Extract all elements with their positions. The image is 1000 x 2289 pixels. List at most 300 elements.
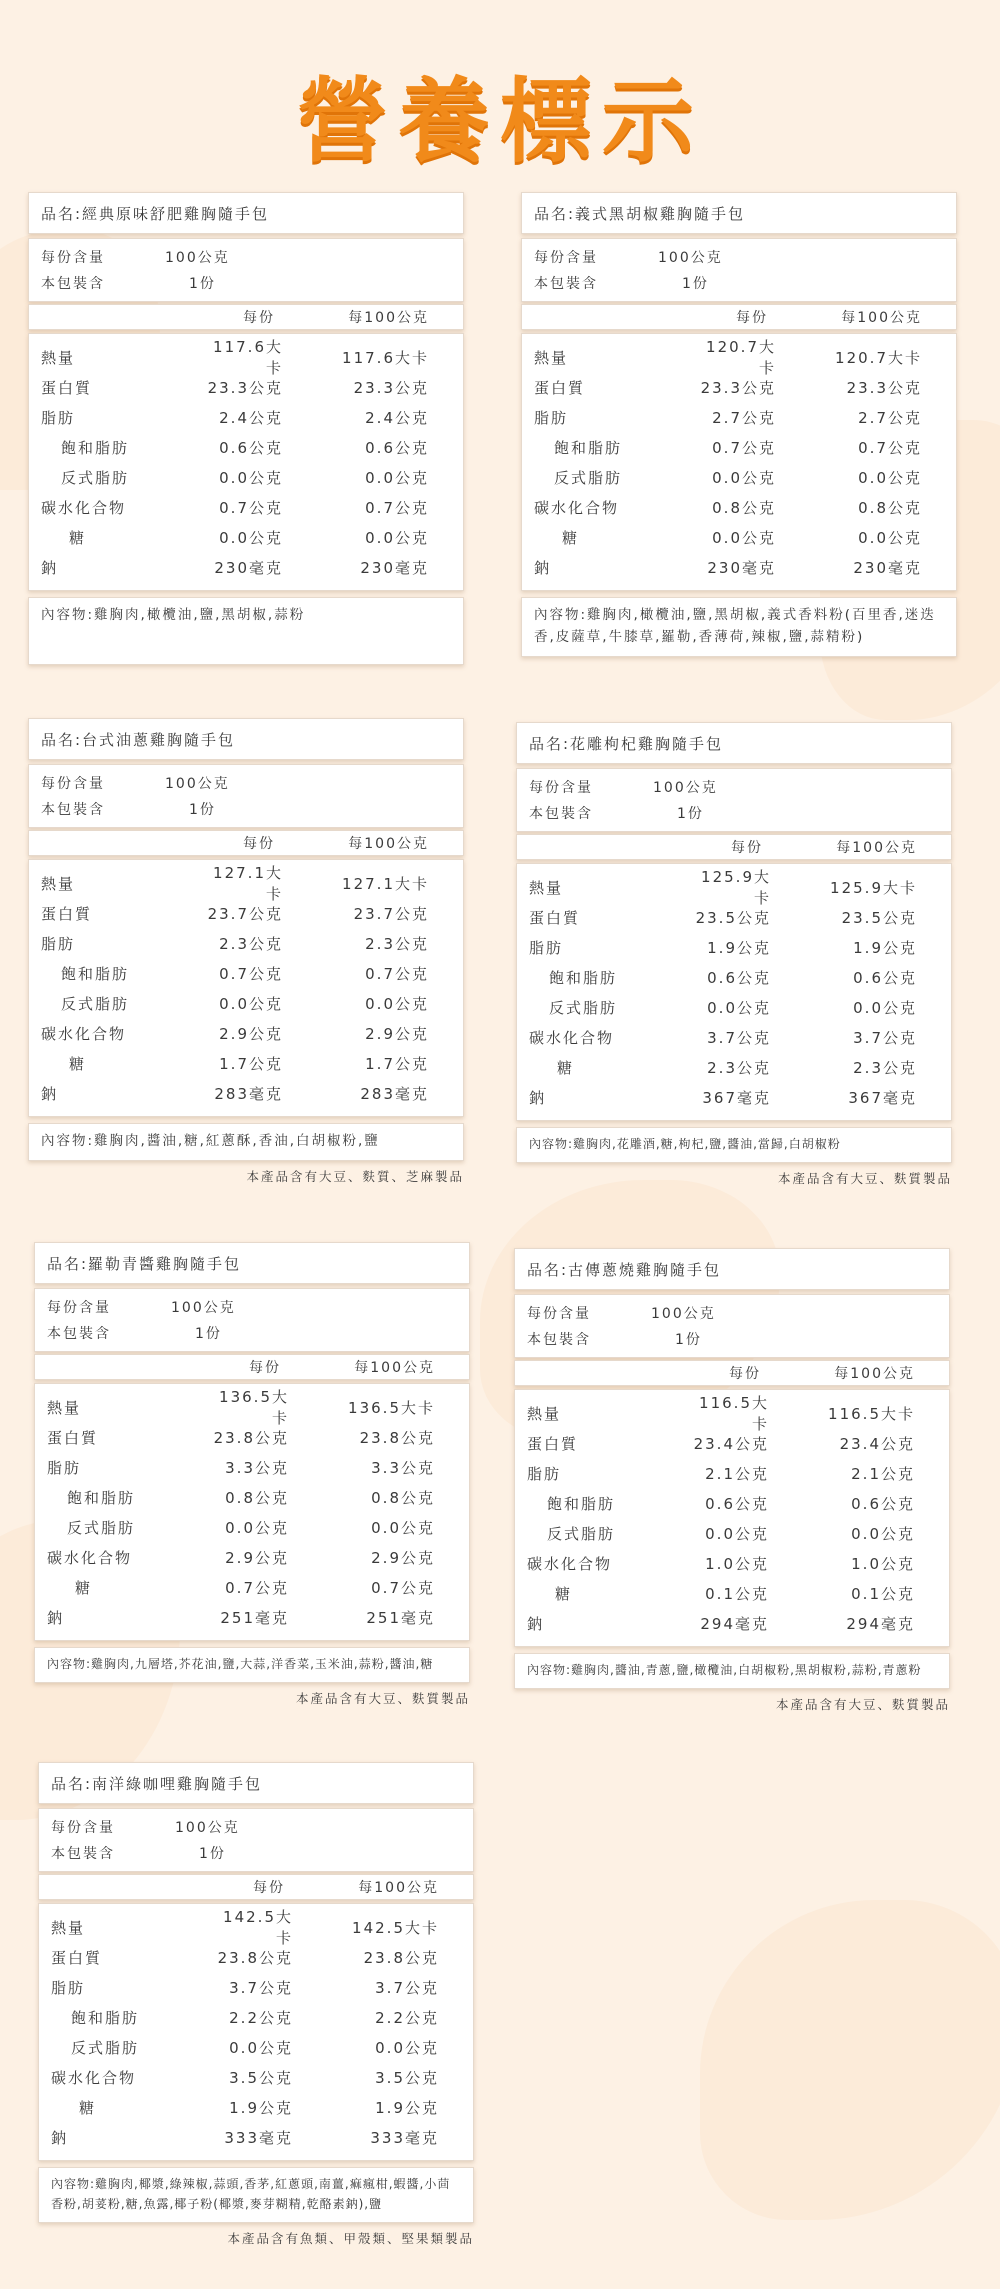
nutrient-name: 鈉 <box>41 558 59 577</box>
nutrient-row-carbs <box>29 1018 463 1048</box>
nutrient-per-serving: 127.1大卡 <box>213 864 283 903</box>
serving-size-label: 每份含量 <box>47 1300 111 1316</box>
per-100g-header: 每100公克 <box>841 310 922 326</box>
nutrient-per-serving: 294毫克 <box>700 1614 769 1633</box>
nutrient-per-serving: 2.3公克 <box>219 934 283 953</box>
nutrient-per-100g: 0.8公克 <box>858 498 922 517</box>
nutrient-name: 反式脂肪 <box>61 994 130 1013</box>
nutrient-per-100g: 0.0公克 <box>858 528 922 547</box>
per-serving-header: 每份 <box>731 840 763 856</box>
serving-size-row <box>47 1294 457 1320</box>
nutrient-per-100g: 2.4公克 <box>365 408 429 427</box>
nutrient-name: 糖 <box>562 528 580 547</box>
nutrient-name: 蛋白質 <box>41 904 93 923</box>
nutrient-name: 蛋白質 <box>527 1434 579 1453</box>
nutrient-per-100g: 1.7公克 <box>365 1054 429 1073</box>
nutrient-name: 熱量 <box>51 1918 86 1937</box>
nutrient-per-100g: 2.9公克 <box>365 1024 429 1043</box>
servings-value: 1份 <box>199 1846 226 1862</box>
allergen-note: 本產品含有大豆、麩質、芝麻製品 <box>246 1169 464 1184</box>
nutrient-row-sat-fat <box>515 1488 949 1518</box>
nutrient-per-serving: 0.6公克 <box>707 968 771 987</box>
nutrient-name: 反式脂肪 <box>549 998 618 1017</box>
nutrient-per-serving: 0.0公克 <box>219 528 283 547</box>
serving-size-label: 每份含量 <box>529 780 593 796</box>
nutrient-row-sodium <box>517 1082 951 1112</box>
nutrient-name: 碳水化合物 <box>529 1028 615 1047</box>
servings-row <box>534 270 944 296</box>
serving-size-value: 100公克 <box>653 780 718 796</box>
nutrient-per-100g: 0.1公克 <box>851 1584 915 1603</box>
nutrient-row-protein <box>29 372 463 402</box>
nutrient-per-100g: 0.6公克 <box>851 1494 915 1513</box>
nutrient-per-100g: 1.9公克 <box>853 938 917 957</box>
nutrient-table <box>521 333 957 591</box>
nutrient-name: 脂肪 <box>529 938 564 957</box>
nutrient-row-calories <box>39 1908 473 1947</box>
per-100g-header: 每100公克 <box>358 1880 439 1896</box>
nutrient-row-sugar <box>35 1572 469 1602</box>
nutrient-row-protein <box>35 1422 469 1452</box>
nutrient-row-fat <box>29 402 463 432</box>
nutrient-row-sodium <box>35 1602 469 1632</box>
nutrient-name: 飽和脂肪 <box>61 964 130 983</box>
nutrient-name: 糖 <box>69 1054 87 1073</box>
nutrient-row-sugar <box>29 1048 463 1078</box>
servings-value: 1份 <box>189 802 216 818</box>
nutrient-per-100g: 251毫克 <box>366 1608 435 1627</box>
nutrient-name: 鈉 <box>529 1088 547 1107</box>
column-header <box>28 304 464 330</box>
nutrient-name: 蛋白質 <box>47 1428 99 1447</box>
nutrient-row-carbs <box>29 492 463 522</box>
nutrient-per-serving: 136.5大卡 <box>219 1388 289 1427</box>
nutrient-name: 碳水化合物 <box>527 1554 613 1573</box>
nutrient-name: 碳水化合物 <box>534 498 620 517</box>
nutrient-name: 鈉 <box>41 1084 59 1103</box>
serving-size-row <box>529 774 939 800</box>
nutrient-per-serving: 333毫克 <box>224 2128 293 2147</box>
nutrient-name: 碳水化合物 <box>51 2068 137 2087</box>
nutrient-row-carbs <box>522 492 956 522</box>
nutrient-row-sat-fat <box>522 432 956 462</box>
allergen-note: 本產品含有魚類、甲殼類、堅果類製品 <box>227 2231 474 2246</box>
nutrient-row-calories <box>517 868 951 907</box>
nutrient-name: 脂肪 <box>41 408 76 427</box>
servings-row <box>41 270 451 296</box>
nutrient-name: 脂肪 <box>41 934 76 953</box>
nutrient-per-100g: 0.0公克 <box>365 468 429 487</box>
ingredients-box <box>34 1647 470 1683</box>
nutrient-table <box>28 333 464 591</box>
nutrient-per-100g: 0.0公克 <box>365 528 429 547</box>
nutrient-per-serving: 0.8公克 <box>225 1488 289 1507</box>
serving-info <box>38 1808 474 1872</box>
nutrient-row-fat <box>39 1972 473 2002</box>
nutrient-row-calories <box>35 1388 469 1427</box>
nutrient-row-sodium <box>522 552 956 582</box>
nutrient-row-sugar <box>517 1052 951 1082</box>
nutrient-name: 糖 <box>555 1584 573 1603</box>
nutrient-name: 鈉 <box>527 1614 545 1633</box>
nutrient-per-serving: 0.0公克 <box>219 468 283 487</box>
nutrient-per-serving: 23.5公克 <box>695 908 771 927</box>
nutrition-card-scallion-braised <box>514 1248 950 1713</box>
nutrient-per-serving: 125.9大卡 <box>701 868 771 907</box>
serving-size-label: 每份含量 <box>534 250 598 266</box>
nutrient-name: 熱量 <box>529 878 564 897</box>
nutrient-row-sugar <box>29 522 463 552</box>
allergen-note: 本產品含有大豆、麩質製品 <box>775 1697 950 1712</box>
serving-size-value: 100公克 <box>175 1820 240 1836</box>
serving-size-label: 每份含量 <box>41 776 105 792</box>
nutrient-name: 脂肪 <box>527 1464 562 1483</box>
per-serving-header: 每份 <box>729 1366 761 1382</box>
product-name: 品名:羅勒青醬雞胸隨手包 <box>47 1254 242 1273</box>
nutrient-per-serving: 2.9公克 <box>225 1548 289 1567</box>
nutrient-row-carbs <box>515 1548 949 1578</box>
nutrient-per-100g: 23.4公克 <box>839 1434 915 1453</box>
servings-value: 1份 <box>195 1326 222 1342</box>
nutrient-name: 糖 <box>75 1578 93 1597</box>
product-name-box <box>28 718 464 760</box>
nutrient-per-serving: 230毫克 <box>707 558 776 577</box>
column-header <box>28 830 464 856</box>
nutrient-per-serving: 0.0公克 <box>219 994 283 1013</box>
column-header <box>516 834 952 860</box>
per-100g-header: 每100公克 <box>348 310 429 326</box>
nutrient-per-100g: 0.0公克 <box>858 468 922 487</box>
nutrient-per-serving: 0.7公克 <box>219 964 283 983</box>
nutrient-per-100g: 3.5公克 <box>375 2068 439 2087</box>
nutrient-row-sat-fat <box>29 432 463 462</box>
ingredients-text: 內容物:雞胸肉,椰漿,綠辣椒,蒜頭,香茅,紅蔥頭,南薑,痲瘋柑,蝦醬,小茴香粉,胡荽粉,糖,魚露,椰子粉(椰漿,麥芽糊精,乾酪素鈉),鹽 <box>51 2177 451 2211</box>
ingredients-text: 內容物:雞胸肉,九層塔,芥花油,鹽,大蒜,洋香菜,玉米油,蒜粉,醬油,糖 <box>47 1657 434 1671</box>
nutrient-per-100g: 0.7公克 <box>365 964 429 983</box>
serving-size-label: 每份含量 <box>527 1306 591 1322</box>
ingredients-text: 內容物:雞胸肉,醬油,糖,紅蔥酥,香油,白胡椒粉,鹽 <box>41 1133 380 1149</box>
per-serving-header: 每份 <box>253 1880 285 1896</box>
serving-info <box>28 238 464 302</box>
nutrient-name: 反式脂肪 <box>547 1524 616 1543</box>
nutrient-per-100g: 294毫克 <box>846 1614 915 1633</box>
nutrient-per-100g: 0.0公克 <box>371 1518 435 1537</box>
nutrient-per-serving: 2.4公克 <box>219 408 283 427</box>
nutrient-name: 碳水化合物 <box>41 1024 127 1043</box>
nutrient-per-serving: 0.7公克 <box>712 438 776 457</box>
nutrient-per-serving: 2.3公克 <box>707 1058 771 1077</box>
nutrient-row-calories <box>515 1394 949 1433</box>
ingredients-text: 內容物:雞胸肉,醬油,青蔥,鹽,橄欖油,白胡椒粉,黑胡椒粉,蒜粉,青蔥粉 <box>527 1663 922 1677</box>
product-name-box <box>34 1242 470 1284</box>
nutrient-per-100g: 367毫克 <box>848 1088 917 1107</box>
serving-info <box>514 1294 950 1358</box>
nutrition-card-green-curry <box>38 1762 474 2247</box>
nutrient-per-100g: 333毫克 <box>370 2128 439 2147</box>
product-name: 品名:南洋綠咖哩雞胸隨手包 <box>51 1774 263 1793</box>
serving-size-row <box>41 770 451 796</box>
serving-size-row <box>41 244 451 270</box>
allergen-note: 本產品含有大豆、麩質製品 <box>295 1691 470 1706</box>
serving-size-value: 100公克 <box>658 250 723 266</box>
nutrient-per-100g: 283毫克 <box>360 1084 429 1103</box>
nutrient-per-serving: 0.0公克 <box>707 998 771 1017</box>
nutrient-row-calories <box>29 338 463 377</box>
column-header <box>34 1354 470 1380</box>
servings-value: 1份 <box>682 276 709 292</box>
nutrient-row-fat <box>517 932 951 962</box>
per-100g-header: 每100公克 <box>354 1360 435 1376</box>
nutrient-row-fat <box>515 1458 949 1488</box>
nutrient-name: 反式脂肪 <box>61 468 130 487</box>
nutrient-per-serving: 251毫克 <box>220 1608 289 1627</box>
nutrient-name: 脂肪 <box>47 1458 82 1477</box>
serving-size-label: 每份含量 <box>51 1820 115 1836</box>
nutrient-per-serving: 230毫克 <box>214 558 283 577</box>
nutrient-row-protein <box>522 372 956 402</box>
nutrient-row-protein <box>29 898 463 928</box>
nutrition-card-scallion-oil <box>28 718 464 1185</box>
column-header <box>521 304 957 330</box>
nutrient-per-serving: 367毫克 <box>702 1088 771 1107</box>
ingredients-box <box>516 1127 952 1163</box>
product-name: 品名:花雕枸杞雞胸隨手包 <box>529 734 724 753</box>
nutrient-row-carbs <box>517 1022 951 1052</box>
nutrient-per-100g: 125.9大卡 <box>830 878 917 897</box>
nutrient-table <box>516 863 952 1121</box>
nutrient-per-100g: 23.3公克 <box>846 378 922 397</box>
nutrient-per-serving: 0.6公克 <box>219 438 283 457</box>
nutrient-row-sat-fat <box>39 2002 473 2032</box>
nutrient-name: 飽和脂肪 <box>549 968 618 987</box>
nutrient-name: 蛋白質 <box>51 1948 103 1967</box>
nutrient-per-100g: 0.7公克 <box>371 1578 435 1597</box>
servings-value: 1份 <box>189 276 216 292</box>
servings-row <box>47 1320 457 1346</box>
serving-size-value: 100公克 <box>165 776 230 792</box>
column-header <box>514 1360 950 1386</box>
nutrient-per-serving: 116.5大卡 <box>699 1394 769 1433</box>
nutrient-row-carbs <box>39 2062 473 2092</box>
nutrient-name: 蛋白質 <box>41 378 93 397</box>
page-title: 營養標示 <box>295 68 704 175</box>
nutrient-per-100g: 0.6公克 <box>853 968 917 987</box>
servings-label: 本包裝含 <box>529 806 593 822</box>
nutrient-row-protein <box>39 1942 473 1972</box>
ingredients-text: 內容物:雞胸肉,橄欖油,鹽,黑胡椒,義式香料粉(百里香,迷迭香,皮薩草,牛膝草,羅勒,香薄荷,辣椒,鹽,蒜精粉) <box>534 607 936 645</box>
serving-info <box>28 764 464 828</box>
nutrient-per-100g: 23.5公克 <box>841 908 917 927</box>
nutrient-name: 飽和脂肪 <box>67 1488 136 1507</box>
nutrient-per-serving: 0.0公克 <box>225 1518 289 1537</box>
nutrient-per-100g: 120.7大卡 <box>835 348 922 367</box>
per-100g-header: 每100公克 <box>836 840 917 856</box>
nutrient-per-serving: 1.0公克 <box>705 1554 769 1573</box>
servings-label: 本包裝含 <box>41 276 105 292</box>
nutrient-per-serving: 117.6大卡 <box>213 338 283 377</box>
product-name-box <box>514 1248 950 1290</box>
nutrient-row-calories <box>29 864 463 903</box>
nutrient-row-sodium <box>515 1608 949 1638</box>
nutrient-row-fat <box>522 402 956 432</box>
nutrient-name: 蛋白質 <box>529 908 581 927</box>
serving-size-row <box>534 244 944 270</box>
nutrient-name: 鈉 <box>47 1608 65 1627</box>
nutrient-per-serving: 23.4公克 <box>693 1434 769 1453</box>
serving-size-row <box>527 1300 937 1326</box>
nutrient-row-protein <box>515 1428 949 1458</box>
nutrient-per-serving: 0.7公克 <box>219 498 283 517</box>
nutrient-row-carbs <box>35 1542 469 1572</box>
servings-label: 本包裝含 <box>47 1326 111 1342</box>
nutrient-per-serving: 23.8公克 <box>213 1428 289 1447</box>
product-name-box <box>28 192 464 234</box>
nutrient-per-serving: 0.0公克 <box>712 468 776 487</box>
nutrient-row-sugar <box>39 2092 473 2122</box>
ingredients-box <box>28 597 464 665</box>
nutrient-row-trans-fat <box>35 1512 469 1542</box>
nutrient-per-serving: 283毫克 <box>214 1084 283 1103</box>
nutrient-per-100g: 2.9公克 <box>371 1548 435 1567</box>
nutrient-name: 糖 <box>557 1058 575 1077</box>
nutrient-name: 糖 <box>69 528 87 547</box>
nutrient-per-100g: 0.6公克 <box>365 438 429 457</box>
nutrient-per-100g: 127.1大卡 <box>342 874 429 893</box>
nutrient-row-fat <box>35 1452 469 1482</box>
servings-row <box>41 796 451 822</box>
nutrient-per-100g: 0.0公克 <box>851 1524 915 1543</box>
serving-info <box>521 238 957 302</box>
nutrient-name: 脂肪 <box>51 1978 86 1997</box>
nutrition-card-classic <box>28 192 464 665</box>
nutrient-per-serving: 3.5公克 <box>229 2068 293 2087</box>
nutrition-card-huadiao-goji <box>516 722 952 1187</box>
nutrient-per-100g: 2.7公克 <box>858 408 922 427</box>
nutrient-row-calories <box>522 338 956 377</box>
nutrient-per-serving: 2.9公克 <box>219 1024 283 1043</box>
servings-row <box>529 800 939 826</box>
nutrient-per-100g: 2.3公克 <box>853 1058 917 1077</box>
nutrient-row-trans-fat <box>29 988 463 1018</box>
nutrient-row-protein <box>517 902 951 932</box>
nutrient-per-100g: 142.5大卡 <box>352 1918 439 1937</box>
nutrient-name: 飽和脂肪 <box>71 2008 140 2027</box>
nutrient-row-trans-fat <box>39 2032 473 2062</box>
nutrient-per-serving: 142.5大卡 <box>223 1908 293 1947</box>
nutrient-per-100g: 0.0公克 <box>375 2038 439 2057</box>
nutrient-row-sat-fat <box>29 958 463 988</box>
nutrient-table <box>28 859 464 1117</box>
nutrient-per-serving: 1.9公克 <box>229 2098 293 2117</box>
servings-row <box>51 1840 461 1866</box>
nutrient-name: 反式脂肪 <box>71 2038 140 2057</box>
nutrient-per-100g: 0.7公克 <box>858 438 922 457</box>
nutrient-per-serving: 23.3公克 <box>700 378 776 397</box>
nutrient-name: 熱量 <box>41 348 76 367</box>
ingredients-text: 內容物:雞胸肉,花雕酒,糖,枸杞,鹽,醬油,當歸,白胡椒粉 <box>529 1137 841 1151</box>
nutrient-per-100g: 116.5大卡 <box>828 1404 915 1423</box>
nutrient-per-serving: 1.9公克 <box>707 938 771 957</box>
column-header <box>38 1874 474 1900</box>
serving-size-label: 每份含量 <box>41 250 105 266</box>
servings-value: 1份 <box>675 1332 702 1348</box>
allergen-note: 本產品含有大豆、麩質製品 <box>777 1171 952 1186</box>
nutrient-per-serving: 2.1公克 <box>705 1464 769 1483</box>
nutrient-name: 鈉 <box>534 558 552 577</box>
serving-size-value: 100公克 <box>165 250 230 266</box>
product-name-box <box>521 192 957 234</box>
nutrient-per-100g: 2.3公克 <box>365 934 429 953</box>
ingredients-box <box>521 597 957 657</box>
nutrient-per-100g: 230毫克 <box>360 558 429 577</box>
nutrition-card-black-pepper <box>521 192 957 657</box>
nutrient-row-sodium <box>29 1078 463 1108</box>
nutrient-name: 飽和脂肪 <box>61 438 130 457</box>
nutrient-name: 飽和脂肪 <box>547 1494 616 1513</box>
nutrient-per-100g: 1.0公克 <box>851 1554 915 1573</box>
nutrient-per-100g: 0.8公克 <box>371 1488 435 1507</box>
nutrient-name: 糖 <box>79 2098 97 2117</box>
nutrient-name: 碳水化合物 <box>47 1548 133 1567</box>
nutrient-per-100g: 23.8公克 <box>363 1948 439 1967</box>
ingredients-box <box>38 2167 474 2223</box>
nutrient-name: 熱量 <box>47 1398 82 1417</box>
serving-size-value: 100公克 <box>651 1306 716 1322</box>
nutrient-name: 反式脂肪 <box>67 1518 136 1537</box>
nutrient-name: 熱量 <box>41 874 76 893</box>
nutrient-per-100g: 136.5大卡 <box>348 1398 435 1417</box>
ingredients-box <box>514 1653 950 1689</box>
nutrient-per-100g: 117.6大卡 <box>342 348 429 367</box>
nutrient-per-100g: 3.3公克 <box>371 1458 435 1477</box>
nutrient-per-serving: 0.0公克 <box>229 2038 293 2057</box>
serving-info <box>516 768 952 832</box>
nutrient-per-100g: 0.0公克 <box>365 994 429 1013</box>
nutrient-per-100g: 3.7公克 <box>375 1978 439 1997</box>
servings-row <box>527 1326 937 1352</box>
nutrient-per-100g: 2.2公克 <box>375 2008 439 2027</box>
nutrient-table <box>34 1383 470 1641</box>
nutrient-per-serving: 1.7公克 <box>219 1054 283 1073</box>
nutrition-card-basil-pesto <box>34 1242 470 1707</box>
ingredients-text: 內容物:雞胸肉,橄欖油,鹽,黑胡椒,蒜粉 <box>41 607 306 623</box>
nutrient-per-serving: 120.7大卡 <box>706 338 776 377</box>
per-100g-header: 每100公克 <box>348 836 429 852</box>
servings-label: 本包裝含 <box>534 276 598 292</box>
product-name: 品名:台式油蔥雞胸隨手包 <box>41 730 236 749</box>
nutrient-per-100g: 23.7公克 <box>353 904 429 923</box>
nutrient-row-sat-fat <box>35 1482 469 1512</box>
servings-value: 1份 <box>677 806 704 822</box>
nutrient-per-serving: 3.3公克 <box>225 1458 289 1477</box>
nutrient-name: 蛋白質 <box>534 378 586 397</box>
nutrient-per-serving: 0.7公克 <box>225 1578 289 1597</box>
nutrient-row-fat <box>29 928 463 958</box>
servings-label: 本包裝含 <box>41 802 105 818</box>
nutrient-per-serving: 3.7公克 <box>229 1978 293 1997</box>
nutrient-table <box>514 1389 950 1647</box>
nutrient-per-100g: 1.9公克 <box>375 2098 439 2117</box>
per-serving-header: 每份 <box>736 310 768 326</box>
servings-label: 本包裝含 <box>527 1332 591 1348</box>
nutrient-per-serving: 0.0公克 <box>712 528 776 547</box>
nutrient-name: 鈉 <box>51 2128 69 2147</box>
serving-size-row <box>51 1814 461 1840</box>
nutrient-row-trans-fat <box>515 1518 949 1548</box>
nutrient-per-serving: 23.8公克 <box>217 1948 293 1967</box>
nutrient-name: 脂肪 <box>534 408 569 427</box>
servings-label: 本包裝含 <box>51 1846 115 1862</box>
